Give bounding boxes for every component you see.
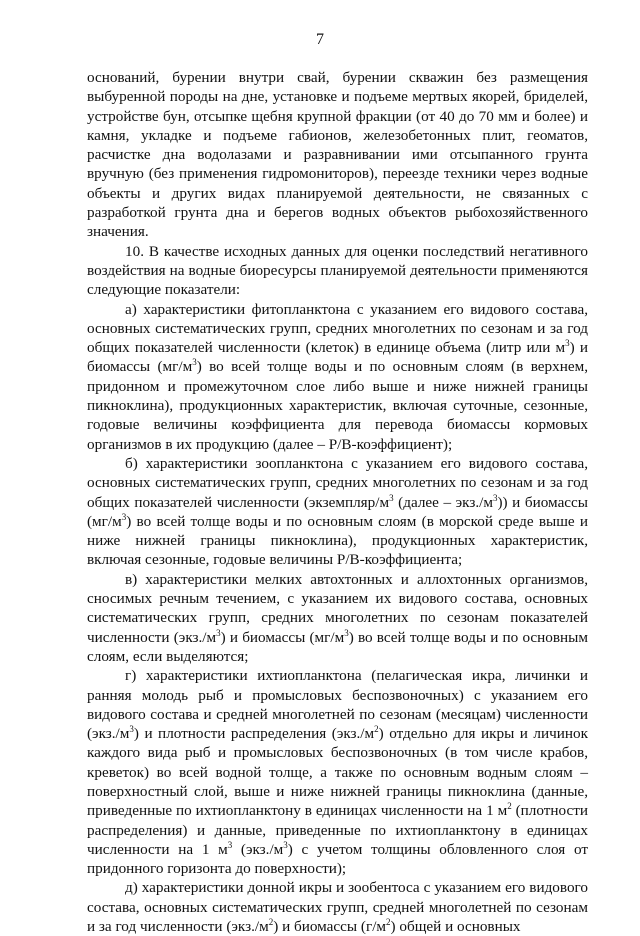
- superscript: 2: [374, 724, 379, 735]
- superscript: 3: [129, 724, 134, 735]
- superscript: 2: [268, 917, 274, 928]
- text-run: ) и биомассы (мг/м: [220, 628, 345, 646]
- text-run: д) характеристики донной икры и зообентоса с указанием его видового состава, основных систематических групп, средней многолетней по сезонам и за год численности (экз./м: [87, 879, 588, 936]
- text-run: ) с учетом толщины обловленного слоя от придонного горизонта до поверхности);: [87, 840, 588, 878]
- document-body: [87, 68, 588, 936]
- page-number: 7: [316, 31, 324, 48]
- superscript: 2: [507, 801, 512, 812]
- superscript: 2: [386, 917, 391, 928]
- text-run: ) и биомассы (мг/м: [87, 339, 589, 376]
- item-10-paragraph: 10. В качестве исходных данных для оценки последствий негативного воздействия на водные биоресурсы планируемой деятельности применяются следующие показатели:: [87, 242, 588, 299]
- superscript: 3: [216, 627, 221, 638]
- text-run: ) и биомассы (г/м: [273, 918, 387, 936]
- item-a-phytoplankton: [87, 300, 588, 454]
- item-v-drift-organisms: [87, 570, 588, 666]
- superscript: 3: [492, 492, 498, 503]
- text-run: ) и плотности распределения (экз./м: [133, 725, 375, 743]
- continuation-paragraph: оснований, бурении внутри свай, бурении скважин без размещения выбуренной породы на дне, установке и подъеме мертвых якорей, бриделей, устройстве бун, отсыпке щебня крупной фракции (от 40 до 70 мм и более) и камня, укладке и подъеме габионов, железобетонных плит, геоматов, расчистке дна водолазами и разравнивании ими отсыпанного грунта вручную (без применения гидромониторов), переезде техники через водные объекты и других видах планируемой деятельности, не связанных с разработкой грунта дна и берегов водных объектов рыбохозяйственного значения.: [87, 69, 588, 241]
- superscript: 3: [565, 338, 570, 349]
- text-run: ) во всей толще воды и по основным слоям (в верхнем, придонном и промежуточном слое либо выше и ниже нижней границы пикноклина), продукционных характеристик, включая суточные, сезонные, годовые величины коэффициента для перевода биомассы кормовых организмов в их продукцию (далее – P/B-коэффициент);: [87, 358, 588, 453]
- text-run: (далее – экз./м: [393, 493, 493, 511]
- text-run: ) во всей толще воды и по основным слоям (в морской среде выше и ниже нижней границы пикноклина), продукционных характеристик, включая сезонные, годовые величины P/B-коэффициента;: [87, 512, 588, 569]
- item-d-zoobenthos: [87, 878, 588, 936]
- text-run: а) характеристики фитопланктона с указанием его видового состава, основных систематических групп, средних многолетних по сезонам и за год общих показателей численности (клеток) в единице объема (литр или м: [87, 300, 588, 357]
- text-run: ) общей и основных: [390, 918, 521, 936]
- superscript: 3: [283, 839, 288, 850]
- text-run: г) характеристики ихтиопланктона (пелагическая икра, личинки и ранняя молодь рыб и промысловых беспозвоночных) с указанием его видового состава и средней многолетней по сезонам (месяцам) численности (экз./м: [87, 667, 588, 743]
- superscript: 3: [192, 357, 197, 368]
- text-run: ) во всей толще воды и по основным слоям, если выделяются;: [87, 628, 588, 665]
- text-run: )) и биомассы (мг/м: [87, 493, 588, 530]
- superscript: 3: [121, 511, 127, 522]
- text-run: (экз./м: [232, 840, 284, 858]
- superscript: 3: [389, 492, 394, 503]
- text-run: ) отдельно для икры и личинок каждого вида рыб и промысловых беспозвоночных (в том числе крабов, креветок) во всей водной толще, а также по основным водным слоям – поверхностный слой, выше и ниже нижней границы пикноклина (данные, приведенные по ихтиопланктону в единицах численности на 1 м: [87, 725, 588, 820]
- item-b-zooplankton: [87, 454, 588, 570]
- superscript: 3: [344, 627, 349, 638]
- text-run: (плотности распределения) и данные, приведенные по ихтиопланктону в единицах численности на 1 м: [87, 802, 588, 858]
- superscript: 3: [227, 839, 233, 850]
- text-run: в) характеристики мелких автохтонных и аллохтонных организмов, сносимых речным течением, с указанием их видового состава, основных систематических групп, средних многолетних по сезонам показателей численности (экз./м: [87, 570, 588, 646]
- text-run: б) характеристики зоопланктона с указанием его видового состава, основных систематических групп, средних многолетних по сезонам и за год общих показателей численности (экземпляр/м: [87, 454, 588, 511]
- item-g-ichthyoplankton: [87, 666, 588, 878]
